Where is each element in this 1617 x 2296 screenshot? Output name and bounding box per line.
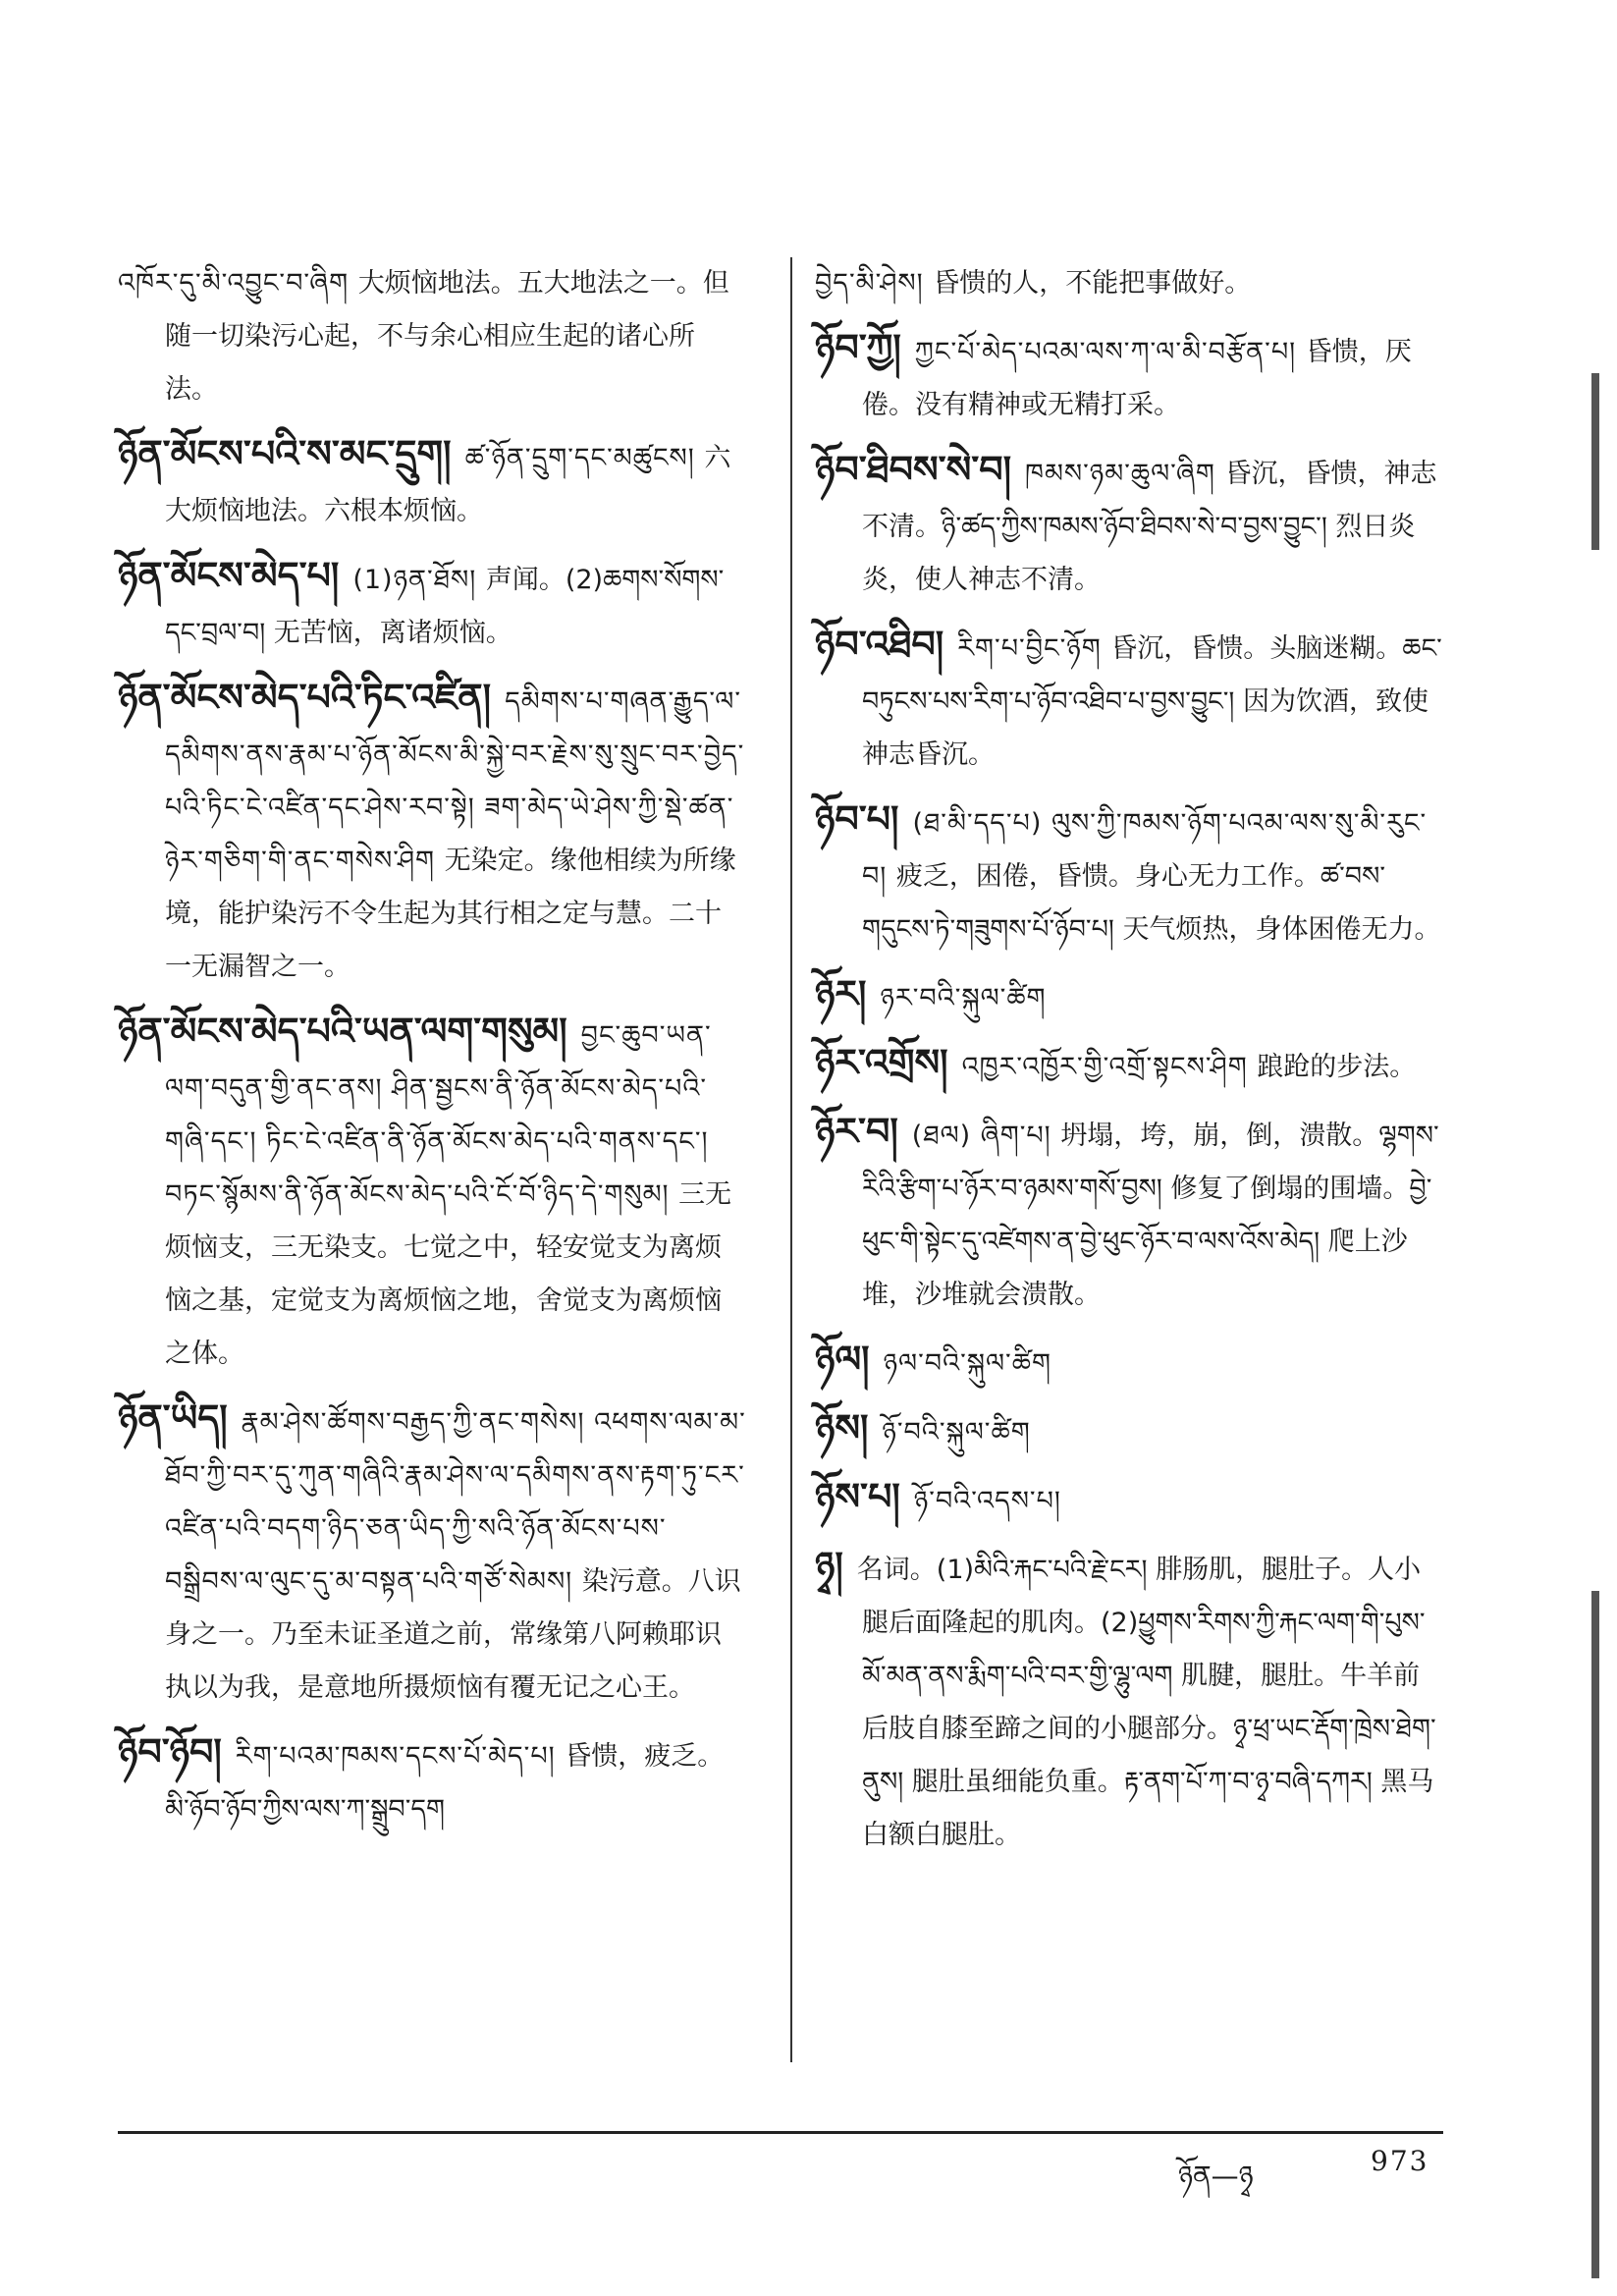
right-column [815, 257, 1443, 1874]
entry-chinese-definition: 昏愦，厌倦。没有精神或无精打采。 [862, 337, 1412, 420]
dictionary-entry [815, 1402, 1443, 1459]
entry-headword: ཉོན་ཡིད། [118, 1396, 228, 1440]
dictionary-entry [118, 550, 746, 660]
guide-words: ཉོན—ཉྭ [1178, 2159, 1254, 2192]
entry-tibetan-definition: ཉོ་བའི་སྐུལ་ཚིག [882, 1417, 1031, 1448]
entry-tibetan-definition: འཁྱར་འཁྱོར་གྱི་འགྲོ་སྟངས་ཤིག [961, 1052, 1258, 1082]
dictionary-entry [118, 428, 746, 538]
column-divider [790, 257, 792, 2062]
entry-tibetan-definition: ཉལ་བའི་སྐུལ་ཚིག [883, 1348, 1051, 1379]
entry-tibetan-definition: རིག་པའམ་ཁམས་དངས་པོ་མེད་པ། [235, 1741, 566, 1772]
entry-chinese-definition: 昏沉，昏愦。头脑迷糊。ཆང་བཏུངས་པས་རིག་པ་ཉོབ་འཐིབ་པ་བྱས་བྱུང་། 因为饮酒，致使神志昏沉。 [862, 633, 1442, 770]
dictionary-entry [815, 1037, 1443, 1094]
entry-headword: ཉོར་བ། [815, 1110, 898, 1153]
entry-tibetan-definition: ཀྱང་པོ་མེད་པའམ་ལས་ཀ་ལ་མི་བརྩོན་པ། [914, 337, 1306, 367]
entry-chinese-definition: 踉跄的步法。 [1257, 1052, 1417, 1082]
entry-chinese-definition: 染污意。八识身之一。乃至未证圣道之前，常缘第八阿赖耶识执以为我，是意地所摄烦恼有覆无记之心王。 [165, 1566, 741, 1703]
dictionary-entry [118, 257, 746, 416]
entry-chinese-definition: 昏沉，昏愦，神志不清。ཉི་ཚད་ཀྱིས་ཁམས་ཉོབ་ཐིབས་སེ་བ་བྱས་བྱུང་། 烈日炎炎，使人神志不清。 [862, 459, 1437, 595]
entry-tibetan-definition: འཁོར་དུ་མི་འབྱུང་བ་ཞིག [118, 268, 358, 299]
entry-headword: ཉོལ། [815, 1338, 870, 1381]
dictionary-entry [118, 672, 746, 994]
entry-headword: ཉོན་མོངས་པའི་ས་མང་དྲུག། [118, 432, 452, 475]
entry-headword: ཉོབ་ཉོབ། [118, 1730, 222, 1774]
entry-chinese-definition: 名词。(1)མིའི་རྐང་པའི་རྗེ་ངར། 腓肠肌，腿肚子。人小腿后面隆起的肌肉。(2)ཕྱུགས་རིགས་ཀྱི་རྐང་ལག་གི་པུས་མོ་མན་ནས་རྨིག་པའི་བར་གྱི་ལྷུ་ལག 肌腱，腿肚。牛羊前后肢自膝至蹄之间的小腿部分。ཉྭ་ཕྲ་ཡང་རྡོག་ཁྲེས་ཐེག་ནུས། 腿肚虽细能负重。རྟ་ནག་པོ་ཀ་བ་ཉྭ་བཞི་དཀར། 黑马白额白腿肚。 [856, 1555, 1436, 1850]
entry-headword: ཉོབ་ཀྱོ། [815, 326, 901, 369]
entry-chinese-definition: 六大烦恼地法。六根本烦恼。 [165, 443, 731, 526]
entry-headword: ཉོར་འགྲོས། [815, 1041, 948, 1084]
entry-tibetan-definition: དམིགས་པ་གཞན་རྒྱུད་ལ་དམིགས་ནས་རྣམ་པ་ཉོན་མོངས་མི་སྐྱེ་བར་རྗེས་སུ་སྲུང་བར་བྱེད་པའི་ཏིང་ངེ་འཛིན་དང་ཤེས་རབ་སྟེ། ཟག་མེད་ཡེ་ཤེས་ཀྱི་སྡེ་ཚན་ཉེར་གཅིག་གི་ནང་གསེས་ཤིག [165, 686, 745, 876]
entry-tibetan-definition: བྱང་ཆུབ་ཡན་ལག་བདུན་གྱི་ནང་ནས། ཤིན་སྦྱངས་ནི་ཉོན་མོངས་མེད་པའི་གཞི་དང་། ཏིང་ངེ་འཛིན་ནི་ཉོན་མོངས་མེད་པའི་གནས་དང་། བཏང་སྙོམས་ནི་ཉོན་མོངས་མེད་པའི་ངོ་བོ་ཉིད་དེ་གསུམ། [165, 1020, 712, 1210]
dictionary-entry [815, 793, 1443, 957]
entry-tibetan-definition: ཁམས་ཉམ་ཆུལ་ཞིག [1025, 459, 1225, 489]
dictionary-entry [118, 1393, 746, 1715]
entry-chinese-definition: 坍塌，垮，崩，倒，溃散。ལྷགས་རིའི་རྩིག་པ་ཉོར་བ་ཉམས་གསོ་བྱས། 修复了倒塌的围墙。བྱེ་ཕུང་གི་སྟེང་དུ་འཛེགས་ན་བྱེ་ཕུང་ཉོར་བ་ལས་འོས་མེད། 爬上沙堆，沙堆就会溃散。 [862, 1121, 1439, 1310]
entry-headword: ཉོབ་འཐིབ། [815, 623, 944, 666]
footer-rule [118, 2131, 1443, 2134]
dictionary-entry [815, 1106, 1443, 1322]
entry-headword: ཉོན་མོངས་མེད་པའི་ཏིང་འཛིན། [118, 676, 492, 719]
entry-chinese-definition: 昏愦，疲乏。མི་ཉོབ་ཉོབ་ཀྱིས་ལས་ཀ་སྒྲུབ་དག [165, 1741, 725, 1825]
scan-edge-mark [1591, 373, 1599, 550]
dictionary-entry [815, 1334, 1443, 1391]
dictionary-entry [118, 1726, 746, 1836]
entry-headword: ཉོབ་པ། [815, 797, 899, 841]
entry-headword: ཉོན་མོངས་མེད་པའི་ཡན་ལག་གསུམ། [118, 1010, 567, 1053]
entry-tibetan-definition: (ཐལ) ཞིག་པ། [911, 1121, 1061, 1151]
entry-tibetan-definition: རིག་པ་བྱིང་ཉོག [957, 633, 1111, 664]
entry-tibetan-definition: རྣམ་ཤེས་ཚོགས་བརྒྱད་ཀྱི་ནང་གསེས། འཕགས་ལམ་མ་ཐོབ་ཀྱི་བར་དུ་ཀུན་གཞིའི་རྣམ་ཤེས་ལ་དམིགས་ནས་རྟག་ཏུ་ངར་འཛིན་པའི་བདག་ཉིད་ཅན་ཡིད་ཀྱི་སའི་ཉོན་མོངས་པས་བསྒྲིབས་ལ་ལུང་དུ་མ་བསྟན་པའི་གཙོ་སེམས། [165, 1407, 746, 1597]
entry-tibetan-definition: (ཐ་མི་དད་པ) ལུས་ཀྱི་ཁམས་ཉོག་པའམ་ལས་སུ་མི་རུང་བ། [862, 808, 1428, 892]
entry-headword: ཉོར། [815, 972, 867, 1015]
dictionary-entry [815, 444, 1443, 607]
entry-headword: ཉོབ་ཐིབས་སེ་བ། [815, 448, 1012, 491]
entry-chinese-definition: 三无烦恼支，三无染支。七觉之中，轻安觉支为离烦恼之基，定觉支为离烦恼之地，舍觉支为离烦恼之体。 [165, 1179, 732, 1369]
dictionary-entry [815, 322, 1443, 432]
dictionary-entry [815, 619, 1443, 782]
entry-tibetan-definition: ཉོ་བའི་འདས་པ། [913, 1486, 1061, 1516]
entry-tibetan-definition: (1)ཉན་ཐོས། [352, 565, 486, 595]
entry-chinese-definition: 疲乏，困倦，昏愦。身心无力工作。ཚ་བས་གདུངས་ཏེ་གཟུགས་པོ་ཉོབ་པ། 天气烦热，身体困倦无力。 [862, 861, 1441, 945]
dictionary-entry [815, 1471, 1443, 1528]
page-number: 973 [1371, 2145, 1429, 2177]
scan-edge-mark [1591, 1591, 1599, 2278]
dictionary-entry [815, 1540, 1443, 1862]
entry-tibetan-definition: བྱེད་མི་ཤེས། [815, 268, 934, 299]
entry-chinese-definition: 声闻。(2)ཆགས་སོགས་དང་བྲལ་བ། 无苦恼，离诸烦恼。 [165, 565, 725, 648]
entry-tibetan-definition: ཚ་ཉོན་དྲུག་དང་མཚུངས། [464, 443, 705, 473]
left-column [118, 257, 746, 1848]
entry-headword: ཉྭ། [815, 1544, 843, 1587]
entry-chinese-definition: 无染定。缘他相续为所缘境，能护染污不令生起为其行相之定与慧。二十一无漏智之一。 [165, 846, 736, 982]
dictionary-entry [815, 257, 1443, 310]
dictionary-entry [118, 1006, 746, 1381]
dictionary-entry [815, 968, 1443, 1025]
entry-headword: ཉོས་པ། [815, 1475, 900, 1518]
entry-headword: ཉོན་མོངས་མེད་པ། [118, 554, 340, 597]
entry-tibetan-definition: ཉར་བའི་སྐུལ་ཚིག [880, 983, 1047, 1013]
entry-chinese-definition: 大烦恼地法。五大地法之一。但随一切染污心起，不与余心相应生起的诸心所法。 [165, 268, 729, 405]
entry-headword: ཉོས། [815, 1406, 869, 1449]
entry-chinese-definition: 昏愦的人，不能把事做好。 [933, 268, 1252, 299]
